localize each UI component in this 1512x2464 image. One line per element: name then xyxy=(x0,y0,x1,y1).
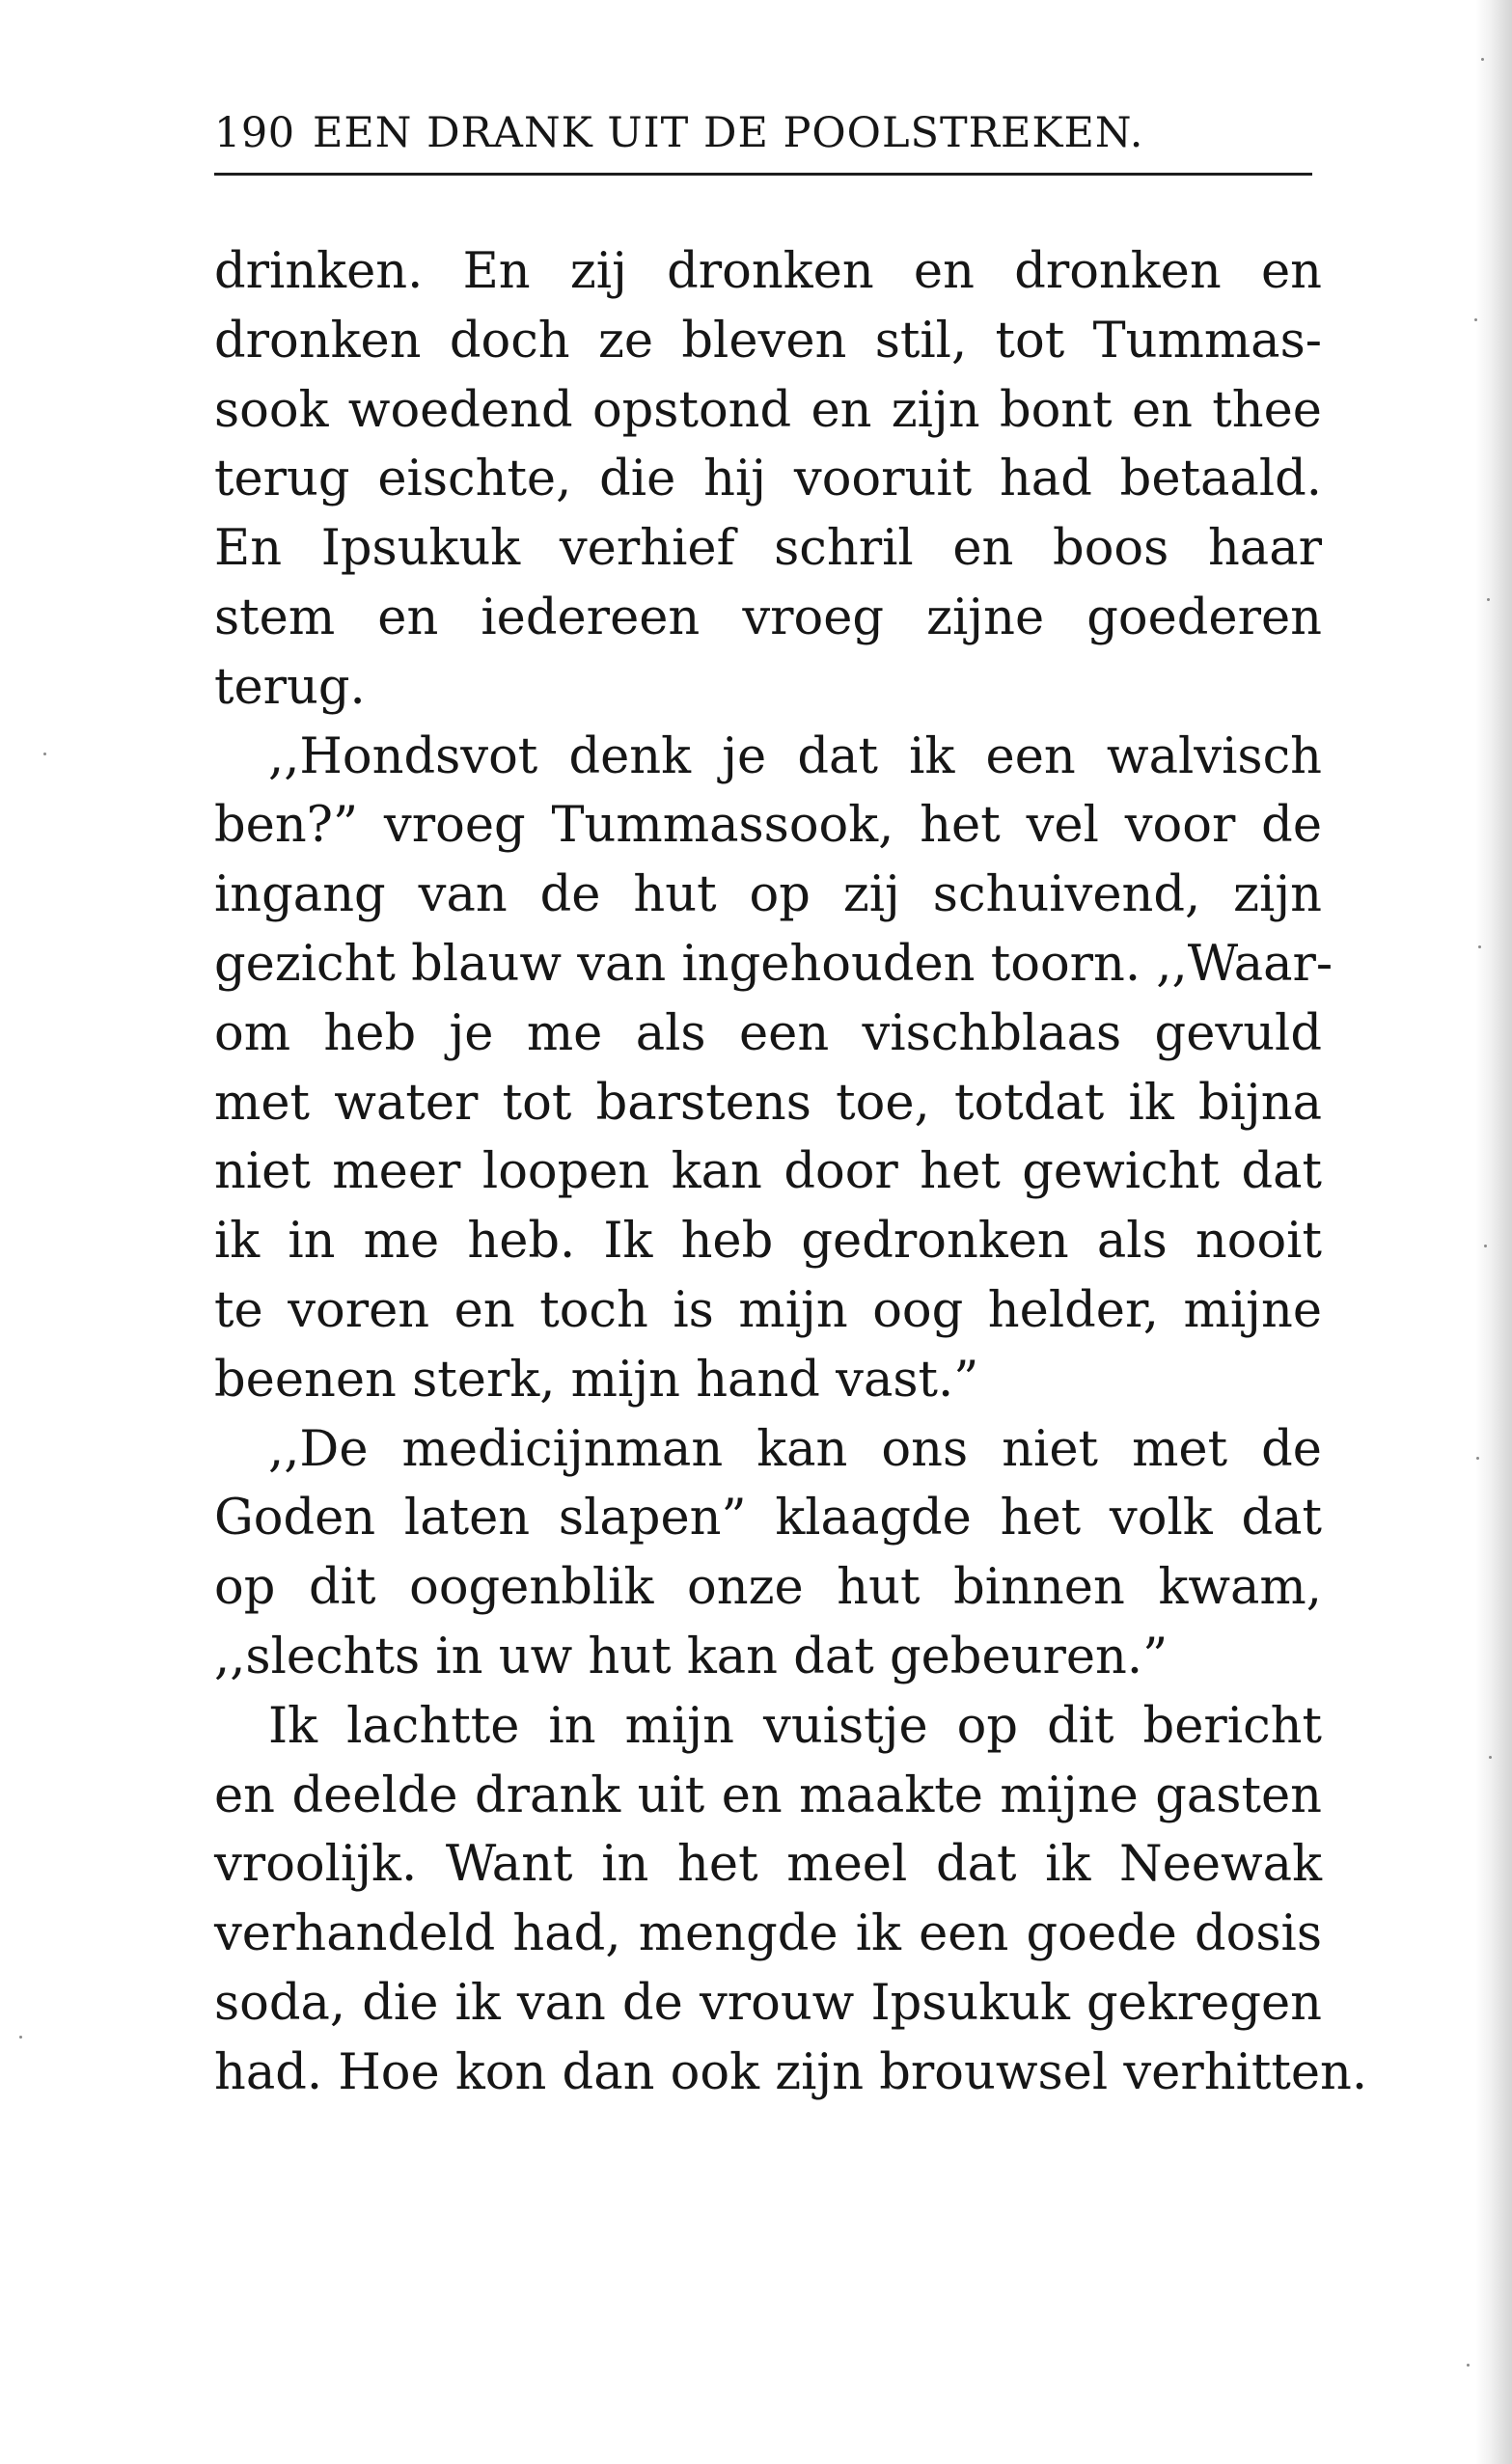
text-line: ingang van de hut op zij schuivend, zijn xyxy=(214,866,1322,924)
text-line: drinken. En zij dronken en dronken en xyxy=(214,243,1322,300)
text-line: om heb je me als een vischblaas gevuld xyxy=(214,1004,1322,1062)
paper-speckle xyxy=(1478,945,1481,948)
text-line: had. Hoe kon dan ook zijn brouwsel verhitten. xyxy=(214,2043,1368,2101)
paper-speckle xyxy=(1481,58,1484,61)
text-line: vroolijk. Want in het meel dat ik Neewak xyxy=(214,1836,1322,1894)
text-line: Goden laten slapen” klaagde het volk dat xyxy=(214,1490,1322,1547)
text-line: beenen sterk, mijn hand vast.” xyxy=(214,1351,979,1409)
text-line: op dit oogenblik onze hut binnen kwam, xyxy=(214,1559,1322,1617)
text-line: terug eischte, die hij vooruit had betaald. xyxy=(214,451,1322,508)
paper-speckle xyxy=(1487,598,1490,601)
paper-speckle xyxy=(43,753,46,755)
text-line: te voren en toch is mijn oog helder, mijne xyxy=(214,1281,1322,1339)
page-header xyxy=(214,104,1309,172)
header-rule xyxy=(214,173,1312,176)
paper-speckle xyxy=(19,2036,22,2039)
text-line: verhandeld had, mengde ik een goede dosis xyxy=(214,1905,1322,1963)
paper-speckle xyxy=(1484,1245,1487,1247)
page-number: 190 xyxy=(214,109,295,157)
text-line: ,,slechts in uw hut kan dat gebeuren.” xyxy=(214,1628,1168,1685)
text-line: Ik lachtte in mijn vuistje op dit bericht xyxy=(268,1697,1322,1755)
text-line: ,,Hondsvot denk je dat ik een walvisch xyxy=(268,727,1322,785)
paper-speckle xyxy=(1474,318,1477,321)
text-line: soda, die ik van de vrouw Ipsukuk gekregen xyxy=(214,1974,1322,2032)
text-line: stem en iedereen vroeg zijne goederen xyxy=(214,589,1322,646)
text-line: niet meer loopen kan door het gewicht dat xyxy=(214,1143,1322,1201)
page-edge-shadow xyxy=(1475,0,1512,2464)
text-line: ik in me heb. Ik heb gedronken als nooit xyxy=(214,1213,1322,1271)
body-text xyxy=(214,237,1368,2108)
running-title: EEN DRANK UIT DE POOLSTREKEN. xyxy=(313,109,1144,157)
paper-speckle xyxy=(1489,1756,1492,1759)
paper-speckle xyxy=(1467,2364,1470,2367)
text-line: gezicht blauw van ingehouden toorn. ,,Waar- xyxy=(214,935,1333,993)
text-line: ben?” vroeg Tummassook, het vel voor de xyxy=(214,797,1322,855)
paper-speckle xyxy=(1476,1457,1479,1460)
text-line: terug. xyxy=(214,658,366,716)
text-line: dronken doch ze bleven stil, tot Tummas- xyxy=(214,312,1322,370)
text-line: En Ipsukuk verhief schril en boos haar xyxy=(214,520,1322,578)
text-line: met water tot barstens toe, totdat ik bijna xyxy=(214,1074,1322,1132)
text-line: ,,De medicijnman kan ons niet met de xyxy=(268,1420,1322,1478)
text-line: sook woedend opstond en zijn bont en thee xyxy=(214,381,1322,439)
text-line: en deelde drank uit en maakte mijne gasten xyxy=(214,1766,1322,1824)
